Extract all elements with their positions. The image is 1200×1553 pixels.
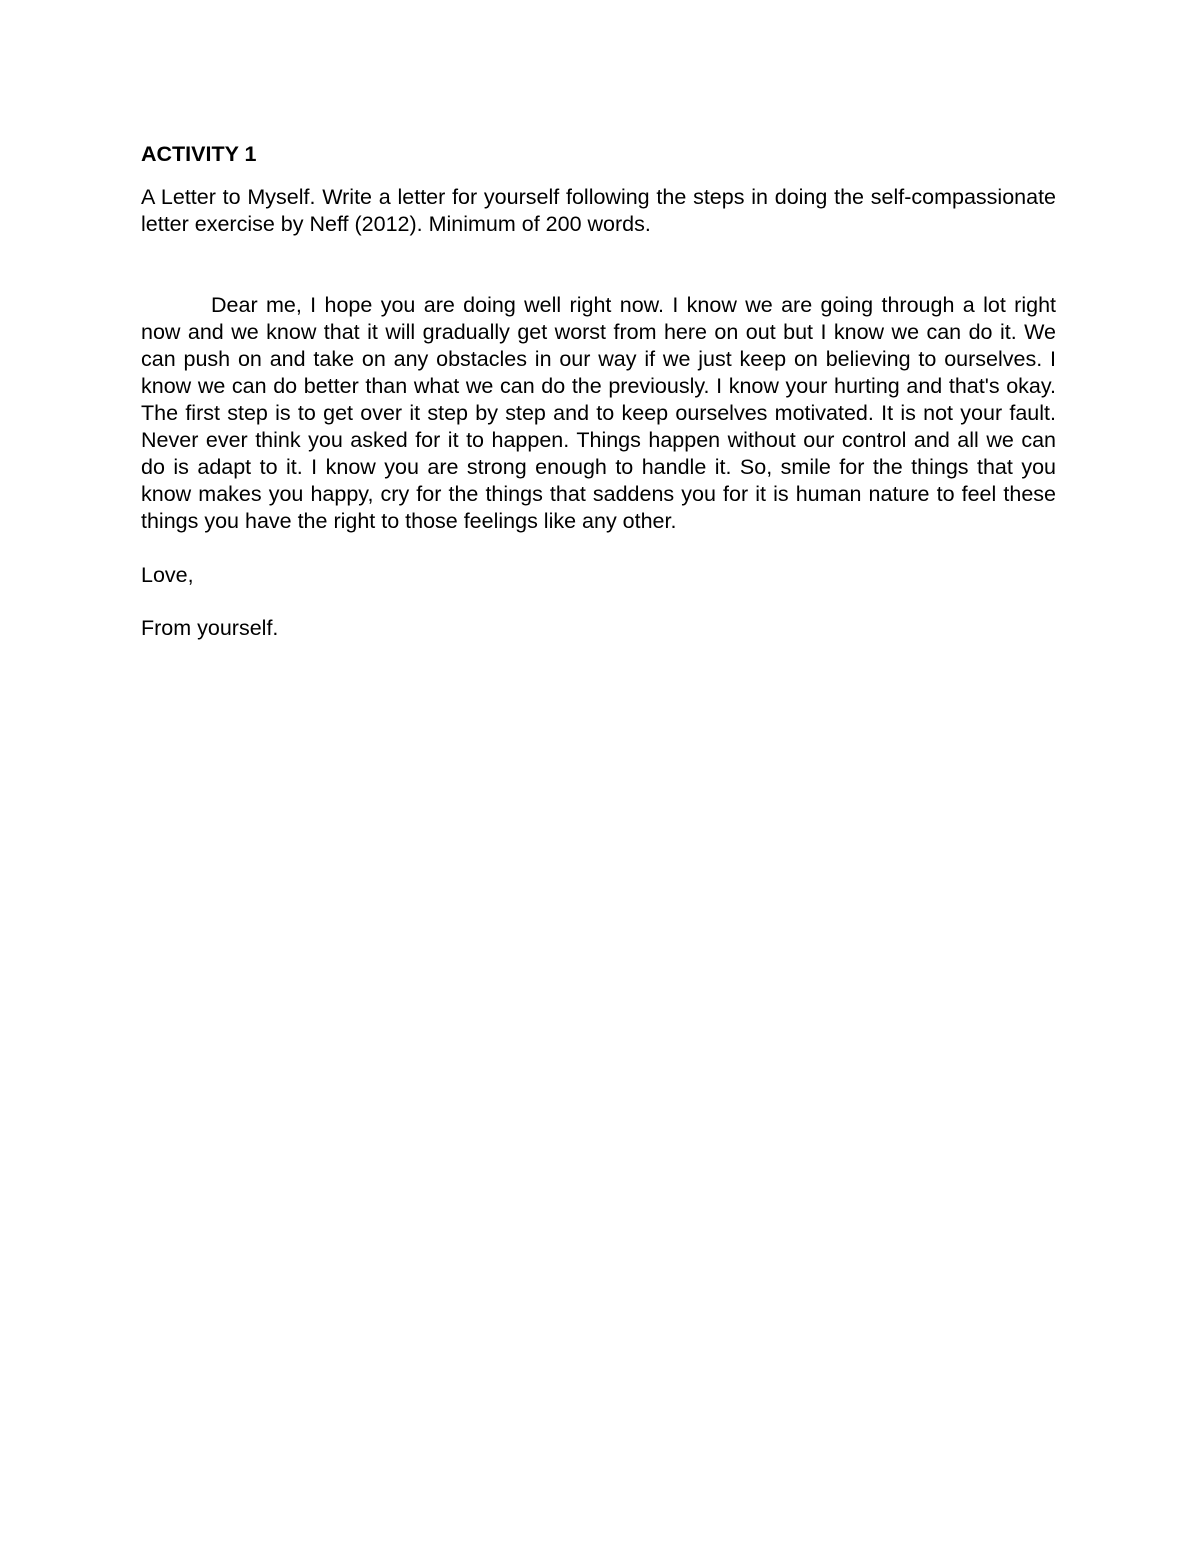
activity-title: ACTIVITY 1 bbox=[141, 142, 257, 166]
letter-signature: From yourself. bbox=[141, 616, 279, 640]
letter-body: Dear me, I hope you are doing well right now. I know we are going through a lot right now and we know that it will gradually get worst from here on out but I know we can do it. We can push on and take on any obstacles in our way if we just keep on believing to ourselves. I know we can do better than what we can do the previously. I know your hurting and that's okay. The first step is to get over it step by step and to keep ourselves motivated. It is not your fault. Never ever think you asked for it to happen. Things happen without our control and all we can do is adapt to it. I know you are strong enough to handle it. So, smile for the things that you know makes you happy, cry for the things that saddens you for it is human nature to feel these things you have the right to those feelings like any other. bbox=[141, 293, 1056, 533]
letter-closing: Love, bbox=[141, 563, 194, 587]
activity-instructions: A Letter to Myself. Write a letter for yourself following the steps in doing the self-compassionate letter exercise by Neff (2012). Minimum of 200 words. bbox=[141, 185, 1056, 236]
document-content bbox=[141, 140, 1056, 642]
